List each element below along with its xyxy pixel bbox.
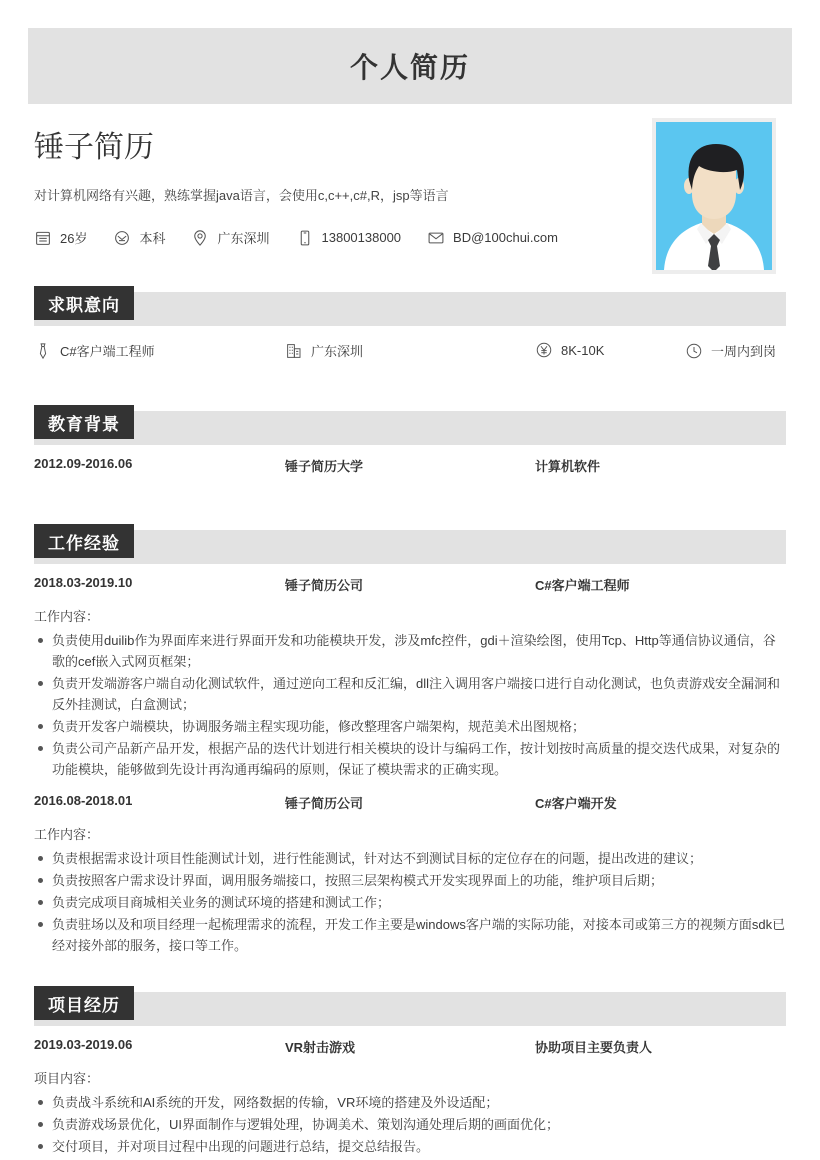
job-intent-salary [535, 341, 604, 359]
work-company: 锤子简历公司 [285, 796, 364, 811]
document-title-banner [28, 28, 792, 104]
contact-item-location [191, 228, 269, 247]
project-bullet-list [34, 1092, 786, 1157]
section-header-project-experience [34, 992, 786, 1026]
identity-block [34, 128, 634, 247]
contact-row [34, 228, 634, 247]
profile-tagline: 对计算机网络有兴趣，熟练掌握java语言，会使用c,c++,c#,R，jsp等语言 [34, 188, 449, 203]
section-header-education [34, 411, 786, 445]
work-company: 锤子简历公司 [285, 578, 364, 593]
work-period: 2018.03-2019.10 [34, 575, 133, 590]
project-role: 协助项目主要负责人 [535, 1040, 653, 1055]
project-period: 2019.03-2019.06 [34, 1037, 133, 1052]
education-major: 计算机软件 [535, 459, 601, 474]
contact-value-phone: 13800138000 [321, 230, 402, 245]
list-item: 负责完成项目商城相关业务的测试环境的搭建和测试工作； [34, 892, 786, 913]
education-period: 2012.09-2016.06 [34, 456, 133, 471]
list-item: 负责开发客户端模块，协调服务端主程实现功能，修改整理客户端架构，规范美术出图规格； [34, 716, 786, 737]
job-intent-salary-value: 8K-10K [561, 342, 605, 358]
work-detail-block [34, 606, 786, 781]
section-header-work-experience [34, 530, 786, 564]
project-detail-block [34, 1068, 786, 1158]
section-title-education: 教育背景 [34, 405, 134, 439]
project-detail-label: 项目内容： [34, 1071, 100, 1086]
envelope-icon [427, 229, 445, 247]
work-role: C#客户端开发 [535, 796, 617, 811]
clock-icon [685, 342, 703, 360]
job-intent-position [34, 341, 155, 360]
job-intent-availability [685, 341, 776, 360]
work-bullet-list [34, 630, 786, 780]
section-title-work-experience: 工作经验 [34, 524, 134, 558]
list-item: 负责战斗系统和AI系统的开发，网络数据的传输，VR环境的搭建及外设适配； [34, 1092, 786, 1113]
list-item: 交付项目，并对项目过程中出现的问题进行总结，提交总结报告。 [34, 1136, 786, 1157]
contact-value-email: BD@100chui.com [453, 230, 558, 245]
section-header-job-intention [34, 292, 786, 326]
project-name: VR射击游戏 [285, 1040, 356, 1055]
contact-item-age [34, 228, 87, 247]
section-title-job-intention: 求职意向 [34, 286, 134, 320]
list-item: 负责按照客户需求设计界面，调用服务端接口，按照三层架构模式开发实现界面上的功能，维护项目后期； [34, 870, 786, 891]
graduation-icon [113, 229, 131, 247]
list-item: 负责驻场以及和项目经理一起梳理需求的流程，开发工作主要是windows客户端的实际功能，对接本司或第三方的视频方面sdk已经对接外部的服务，接口等工作。 [34, 914, 786, 956]
work-detail-block [34, 824, 786, 957]
contact-value-location: 广东深圳 [217, 231, 270, 246]
work-period: 2016.08-2018.01 [34, 793, 133, 808]
section-title-project-experience: 项目经历 [34, 986, 134, 1020]
page-title: 个人简历 [349, 52, 470, 83]
work-detail-label: 工作内容： [34, 827, 100, 842]
education-school: 锤子简历大学 [285, 459, 364, 474]
job-intent-availability-value: 一周内到岗 [711, 344, 777, 359]
contact-value-education: 本科 [139, 231, 166, 246]
calendar-icon [34, 229, 52, 247]
list-item: 负责公司产品新产品开发，根据产品的迭代计划进行相关模块的设计与编码工作，按计划按时高质量的提交迭代成果，对复杂的功能模块，能够做到先设计再沟通再编码的原则，保证了模块需求的正确实现。 [34, 738, 786, 780]
work-role: C#客户端工程师 [535, 578, 630, 593]
job-intent-position-value: C#客户端工程师 [60, 344, 155, 359]
list-item: 负责根据需求设计项目性能测试计划，进行性能测试，针对达不到测试目标的定位存在的问题，提出改进的建议； [34, 848, 786, 869]
list-item: 负责游戏场景优化，UI界面制作与逻辑处理，协调美术、策划沟通处理后期的画面优化； [34, 1114, 786, 1135]
contact-item-phone [296, 229, 402, 247]
location-pin-icon [191, 229, 209, 247]
contact-item-education [113, 228, 165, 247]
yen-circle-icon [535, 341, 553, 359]
tie-icon [34, 342, 52, 360]
phone-icon [296, 229, 314, 247]
contact-item-email [427, 229, 558, 247]
list-item: 负责使用duilib作为界面库来进行界面开发和功能模块开发，涉及mfc控件，gdi＋渲染绘图，使用Tcp、Http等通信协议通信，谷歌的cef嵌入式网页框架； [34, 630, 786, 672]
contact-value-age: 26岁 [60, 231, 88, 246]
job-intent-city-value: 广东深圳 [311, 344, 364, 359]
person-name: 锤子简历 [34, 131, 154, 164]
building-icon [285, 342, 303, 360]
job-intent-city [285, 341, 363, 360]
work-detail-label: 工作内容： [34, 609, 100, 624]
list-item: 负责开发端游客户端自动化测试软件，通过逆向工程和反汇编，dll注入调用客户端接口进行自动化测试，也负责游戏安全漏洞和反外挂测试，白盒测试； [34, 673, 786, 715]
avatar [652, 118, 776, 274]
work-bullet-list [34, 848, 786, 956]
